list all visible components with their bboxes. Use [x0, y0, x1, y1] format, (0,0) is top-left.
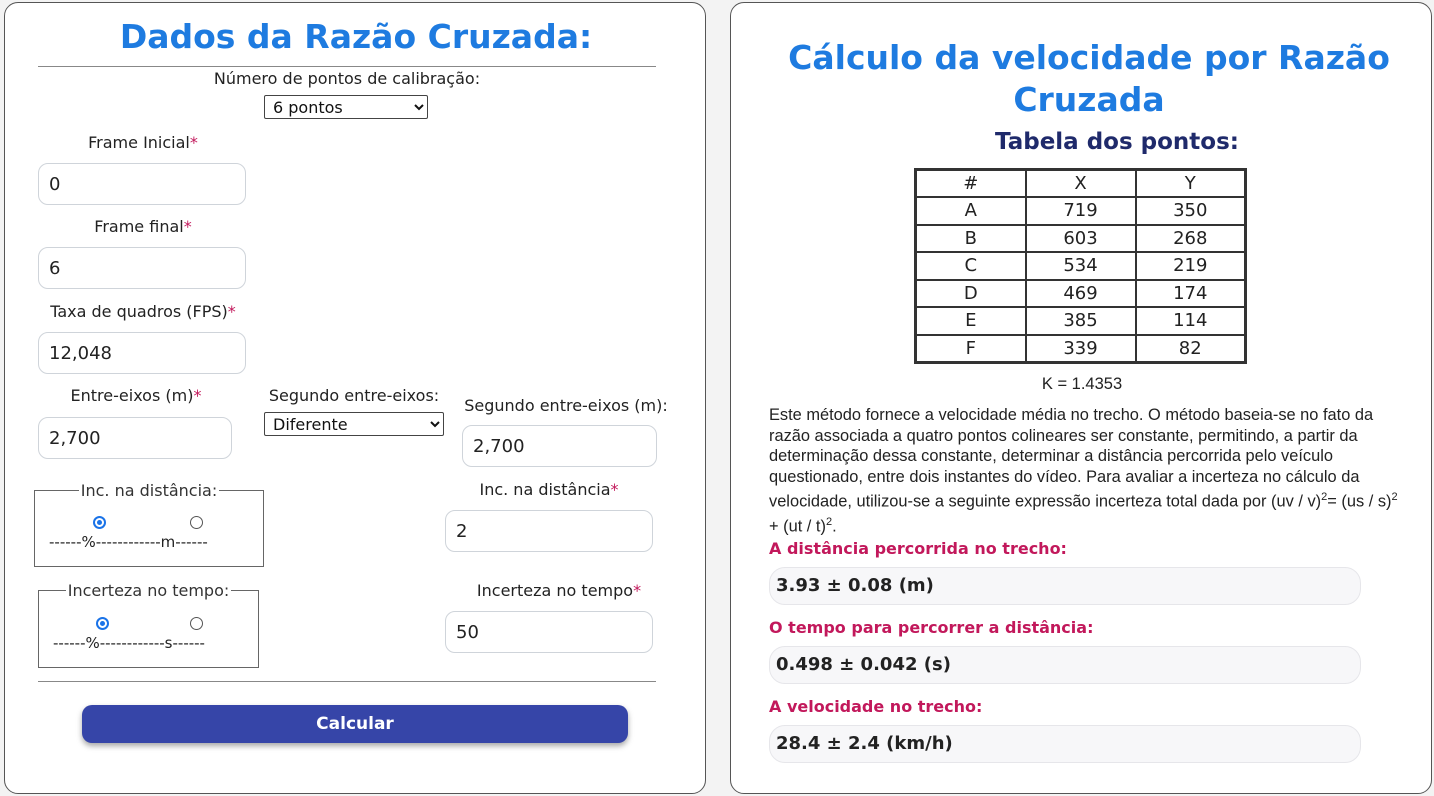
- calibration-points-select[interactable]: [264, 95, 428, 119]
- frame-initial-label-text: Frame Inicial: [88, 133, 190, 152]
- wheelbase-input[interactable]: [38, 417, 232, 459]
- frame-final-label: [39, 217, 247, 236]
- table-cell: B: [916, 225, 1026, 253]
- table-header-cell: #: [916, 170, 1026, 198]
- table-cell: 350: [1136, 197, 1246, 225]
- time-uncertainty-input[interactable]: [445, 611, 653, 653]
- distance-uncertainty-label: [445, 480, 653, 499]
- table-title: Tabela dos pontos:: [994, 129, 1239, 155]
- table-cell: 534: [1026, 252, 1136, 280]
- calibration-label: Número de pontos de calibração:: [213, 69, 481, 88]
- table-header-row: [916, 170, 1246, 198]
- description-text: + (ut / t): [769, 517, 826, 536]
- wheelbase-label: [39, 386, 233, 405]
- distance-unit-line: ------%------------m------: [49, 533, 208, 551]
- table-cell: D: [916, 280, 1026, 308]
- superscript: 2: [1321, 491, 1328, 503]
- k-value: K = 1.4353: [1041, 375, 1123, 393]
- second-wheelbase-select[interactable]: [264, 412, 444, 436]
- second-wheelbase-label: Segundo entre-eixos (m):: [464, 396, 668, 415]
- table-cell: 268: [1136, 225, 1246, 253]
- required-mark: *: [227, 302, 236, 321]
- required-mark: *: [610, 480, 619, 499]
- table-cell: 339: [1026, 335, 1136, 363]
- table-row: [916, 225, 1246, 253]
- time-uncertainty-legend: Incerteza no tempo:: [67, 581, 230, 600]
- table-cell: 719: [1026, 197, 1136, 225]
- result-title-line2: Cruzada: [1013, 80, 1165, 119]
- required-mark: *: [633, 581, 642, 600]
- fps-label-text: Taxa de quadros (FPS): [50, 302, 228, 321]
- table-header-cell: X: [1026, 170, 1136, 198]
- fps-label: [39, 302, 247, 321]
- distance-percent-radio[interactable]: [93, 516, 106, 529]
- distance-uncertainty-input[interactable]: [445, 510, 653, 552]
- table-cell: 114: [1136, 307, 1246, 335]
- input-panel-title: Dados da Razão Cruzada:: [119, 17, 593, 56]
- table-cell: A: [916, 197, 1026, 225]
- table-cell: 469: [1026, 280, 1136, 308]
- title-divider: [38, 66, 656, 67]
- table-row: [916, 197, 1246, 225]
- time-second-radio[interactable]: [190, 617, 203, 630]
- table-cell: 385: [1026, 307, 1136, 335]
- result-title: [731, 37, 1434, 121]
- distance-result-label: A distância percorrida no trecho:: [769, 539, 1067, 558]
- distance-uncertainty-legend: Inc. na distância:: [80, 481, 218, 500]
- time-uncertainty-label-text: Incerteza no tempo: [476, 581, 634, 600]
- time-uncertainty-group: [38, 581, 259, 668]
- time-percent-radio[interactable]: [96, 617, 109, 630]
- second-wheelbase-select-label: Segundo entre-eixos:: [268, 386, 440, 405]
- table-cell: 82: [1136, 335, 1246, 363]
- table-row: [916, 252, 1246, 280]
- table-cell: E: [916, 307, 1026, 335]
- required-mark: *: [193, 386, 202, 405]
- required-mark: *: [183, 217, 192, 236]
- table-cell: C: [916, 252, 1026, 280]
- frame-initial-input[interactable]: [38, 163, 246, 205]
- table-row: [916, 335, 1246, 363]
- table-cell: 174: [1136, 280, 1246, 308]
- description-text: .: [832, 517, 837, 536]
- distance-result-value: 3.93 ± 0.08 (m): [769, 567, 1361, 605]
- required-mark: *: [189, 133, 198, 152]
- frame-final-label-text: Frame final: [94, 217, 184, 236]
- time-result-label: O tempo para percorrer a distância:: [769, 618, 1094, 637]
- second-wheelbase-input[interactable]: [462, 425, 657, 467]
- description-text: = (us / s): [1327, 492, 1392, 511]
- frame-initial-label: [39, 133, 247, 152]
- table-row: [916, 280, 1246, 308]
- table-header-cell: Y: [1136, 170, 1246, 198]
- result-panel: [730, 2, 1432, 794]
- time-result-value: 0.498 ± 0.042 (s): [769, 646, 1361, 684]
- table-cell: 219: [1136, 252, 1246, 280]
- speed-result-label: A velocidade no trecho:: [769, 697, 983, 716]
- calculate-button[interactable]: Calcular: [82, 705, 628, 743]
- time-uncertainty-label: [445, 581, 673, 600]
- superscript: 2: [825, 515, 833, 528]
- distance-uncertainty-group: [34, 481, 264, 567]
- speed-result-value: 28.4 ± 2.4 (km/h): [769, 725, 1361, 763]
- fps-input[interactable]: [38, 332, 246, 374]
- input-panel: [4, 2, 706, 794]
- distance-uncertainty-label-text: Inc. na distância: [479, 480, 611, 499]
- table-cell: F: [916, 335, 1026, 363]
- wheelbase-label-text: Entre-eixos (m): [70, 386, 194, 405]
- method-description: [769, 405, 1409, 537]
- table-row: [916, 307, 1246, 335]
- distance-meter-radio[interactable]: [190, 516, 203, 529]
- frame-final-input[interactable]: [38, 247, 246, 289]
- description-text: Este método fornece a velocidade média no trecho. O método baseia-se no fato da razão associada a quatro pontos colineares ser constante, permitindo, a partir da determinação dessa constante, determinar a distância percorrida pelo veículo questionado, entre dois instantes do vídeo. Para avaliar a incerteza no cálculo da velocidade, utilizou-se a seguinte expressão incerteza total dada por (uv / v): [769, 406, 1374, 511]
- time-unit-line: ------%------------s------: [53, 634, 205, 652]
- form-divider: [38, 681, 656, 682]
- superscript: 2: [1391, 491, 1398, 503]
- result-title-line1: Cálculo da velocidade por Razão: [788, 38, 1390, 77]
- points-table: [914, 168, 1247, 364]
- table-cell: 603: [1026, 225, 1136, 253]
